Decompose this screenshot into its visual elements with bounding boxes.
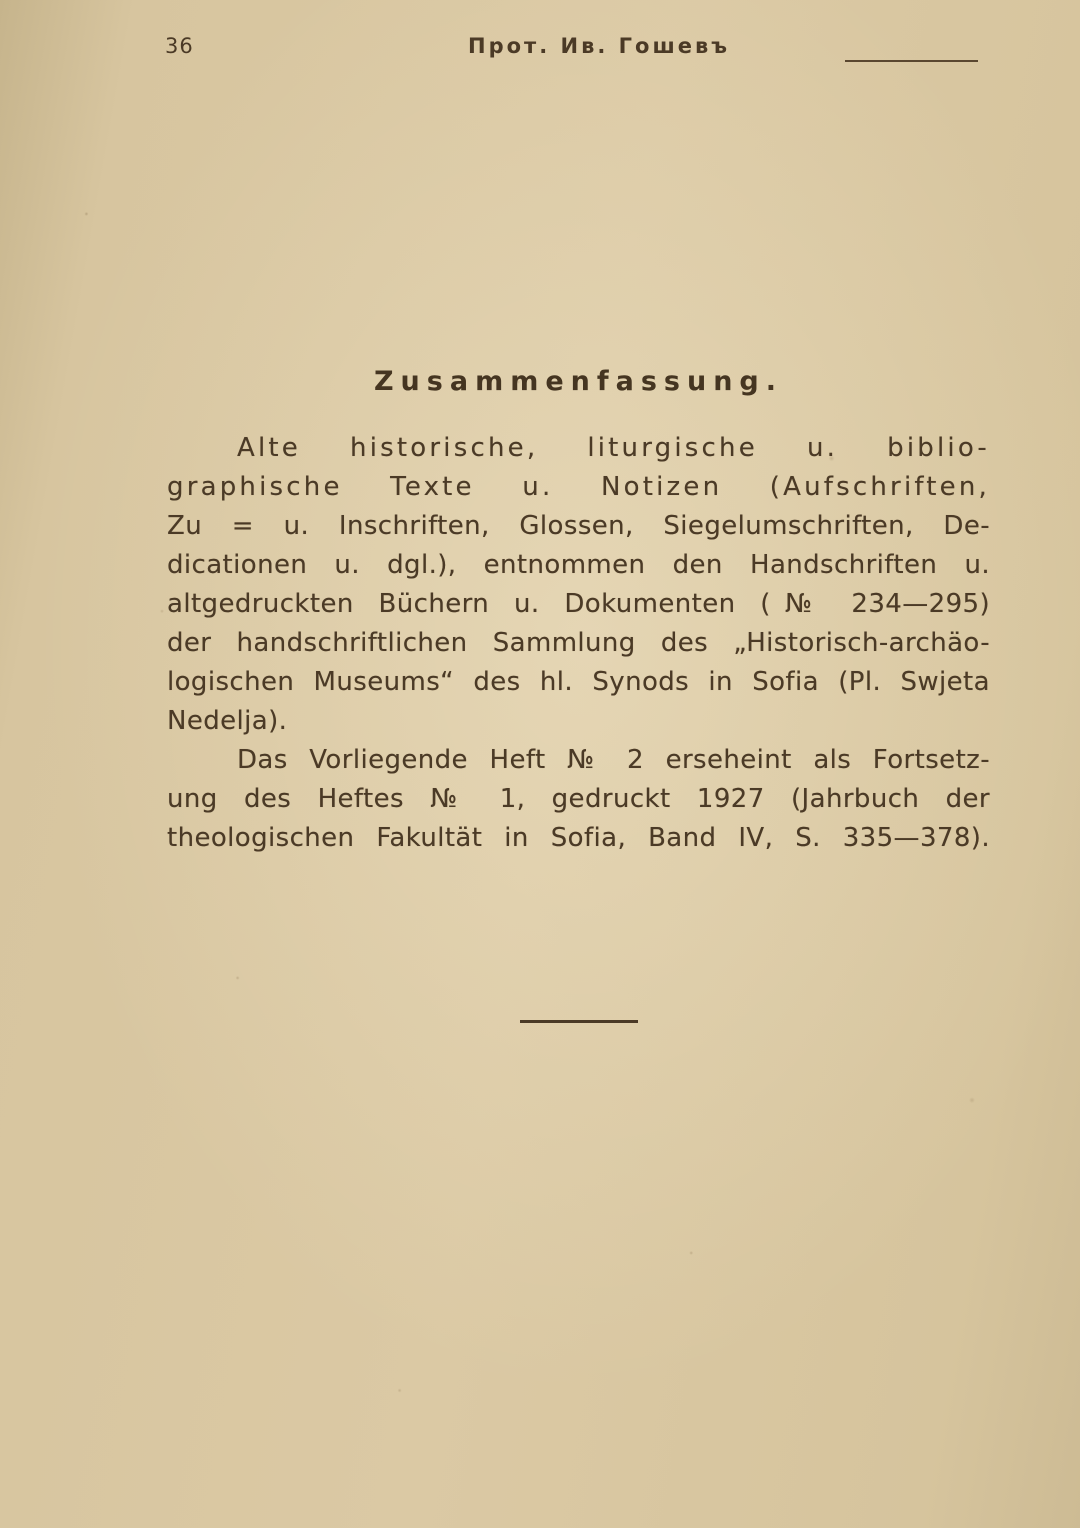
paragraph-2 — [167, 741, 990, 858]
page-number: 36 — [165, 34, 194, 58]
text-line: altgedruckten Büchern u. Dokumenten (№ 234—295) — [167, 589, 990, 619]
text-line: Nedelja). — [167, 706, 288, 736]
summary-section — [167, 366, 990, 1023]
text-line: theologischen Fakultät in Sofia, Band IV, S. 335—378). — [167, 823, 990, 853]
section-divider — [520, 1020, 638, 1023]
text-line: Zu = u. Inschriften, Glossen, Siegelumschriften, De- — [167, 511, 990, 541]
text-line: logischen Museums“ des hl. Synods in Sofia (Pl. Swjeta — [167, 667, 990, 697]
header-rule — [845, 60, 978, 62]
text-line: graphische Texte u. Notizen (Aufschriften, — [167, 472, 990, 502]
text-line: ung des Heftes № 1, gedruckt 1927 (Jahrbuch der — [167, 784, 990, 814]
text-line: dicationen u. dgl.), entnommen den Handschriften u. — [167, 550, 990, 580]
text-line: der handschriftlichen Sammlung des „Historisch-archäo- — [167, 628, 990, 658]
running-header-title: Прот. Ив. Гошевъ — [468, 34, 731, 58]
paragraph-1 — [167, 429, 990, 741]
text-line: Alte historische, liturgische u. biblio- — [237, 433, 990, 463]
summary-title: Zusammenfassung. — [373, 366, 784, 397]
text-line: Das Vorliegende Heft № 2 erseheint als Fortsetz- — [237, 745, 990, 775]
